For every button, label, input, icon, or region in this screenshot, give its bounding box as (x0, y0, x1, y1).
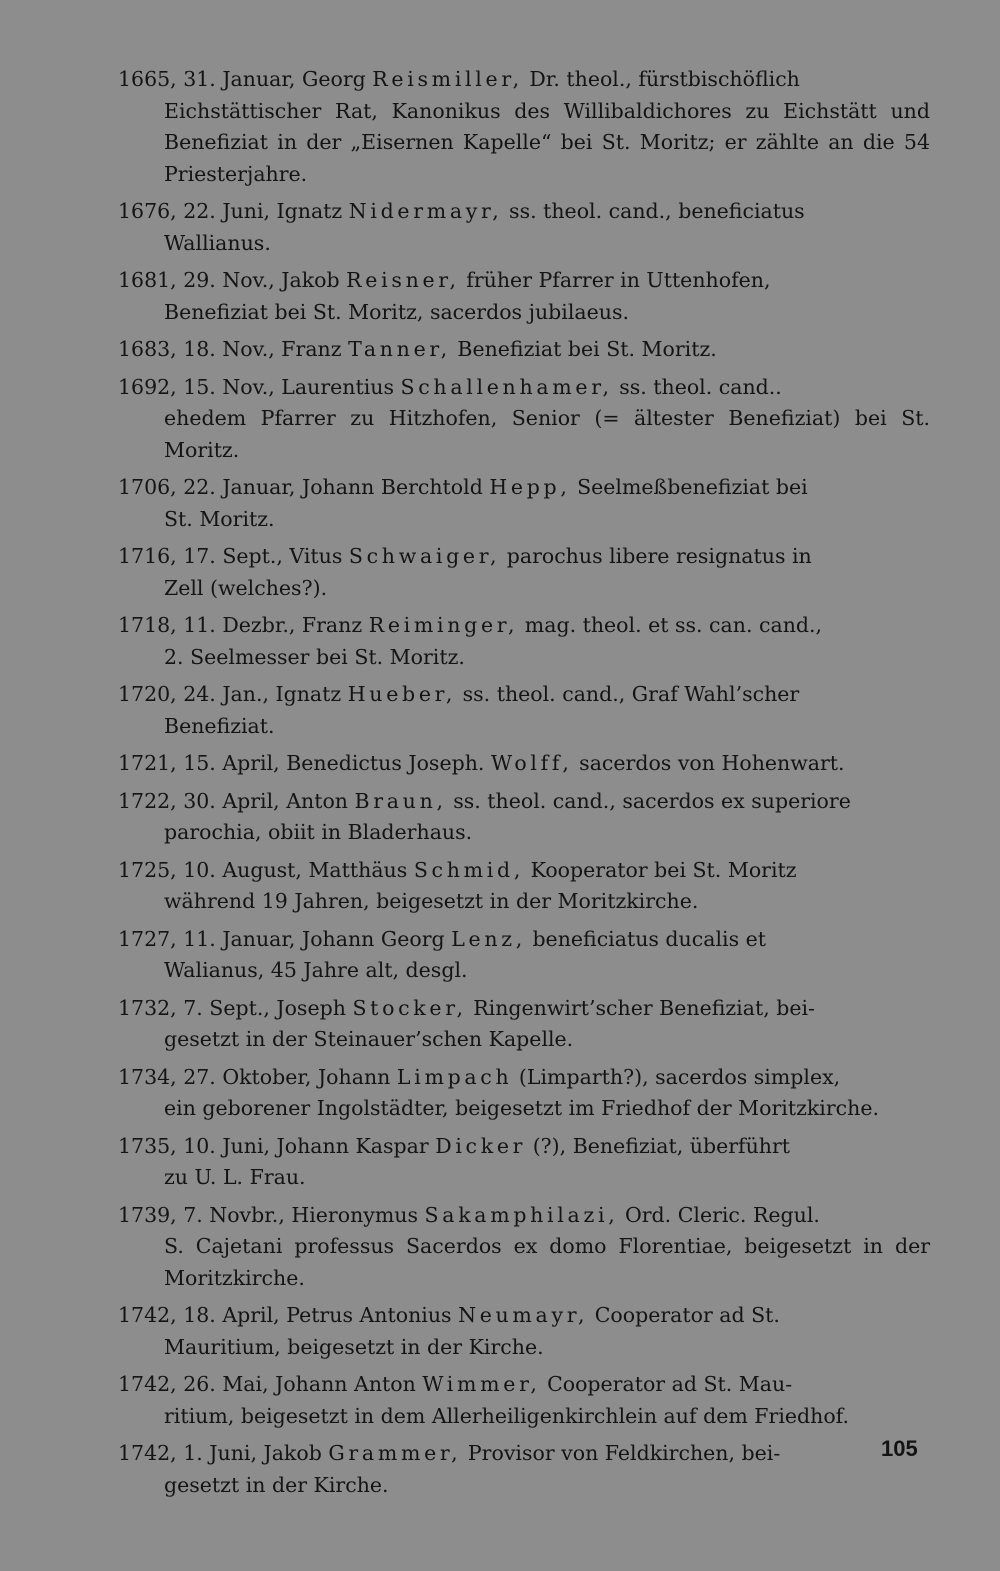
register-entry (118, 265, 930, 328)
entry-date-and-given-name: 1742, 18. April, Petrus Antonius (118, 1303, 452, 1327)
entry-description-first-line: Cooperator ad St. (594, 1303, 780, 1327)
entry-surname: Reisner, (346, 268, 460, 292)
entry-description-first-line: Cooperator ad St. Mau- (547, 1372, 793, 1396)
entry-description-continuation: gesetzt in der Kirche. (164, 1472, 389, 1497)
register-entry (118, 1062, 930, 1125)
entry-description-continuation: ein geborener Ingolstädter, beigesetzt im Friedhof der Moritzkirche. (164, 1096, 879, 1120)
register-entry (118, 786, 930, 849)
register-entry (118, 748, 930, 780)
entry-surname: Schmid, (413, 857, 525, 882)
entry-date-and-given-name: 1727, 11. Januar, Johann Georg (118, 926, 445, 951)
register-entry (118, 196, 930, 259)
entry-description-first-line: sacerdos von Hohenwart. (579, 751, 845, 775)
entry-description-first-line: mag. theol. et ss. can. cand., (524, 613, 823, 637)
entry-surname: Hepp, (489, 475, 571, 499)
entry-date-and-given-name: 1665, 31. Januar, Georg (118, 67, 366, 91)
entry-description-continuation: Zell (welches?). (164, 575, 328, 600)
entry-surname: Neumayr, (458, 1303, 589, 1327)
entry-description-continuation: 2. Seelmesser bei St. Moritz. (164, 644, 465, 669)
entry-surname: Hueber, (347, 682, 457, 706)
register-entry (118, 1438, 930, 1501)
entry-description-first-line: Dr. theol., fürstbischöflich (529, 67, 800, 91)
entry-surname: Grammer, (328, 1441, 462, 1465)
entry-description-continuation: Mauritium, beigesetzt in der Kirche. (164, 1334, 544, 1359)
register-entry (118, 924, 930, 987)
entry-description-continuation: S. Cajetani professus Sacerdos ex domo Florentiae, beigesetzt in der Moritzkirche. (164, 1234, 930, 1290)
entry-surname: Wolff, (490, 751, 573, 775)
entry-description-first-line: Kooperator bei St. Moritz (530, 857, 797, 882)
entry-description-continuation: gesetzt in der Steinauer’schen Kapelle. (164, 1027, 574, 1051)
register-entry (118, 993, 930, 1056)
entry-description-continuation: Walianus, 45 Jahre alt, desgl. (164, 958, 468, 982)
entry-date-and-given-name: 1732, 7. Sept., Joseph (118, 995, 346, 1020)
entry-surname: Schallenhamer, (400, 374, 613, 399)
entry-surname: Reiminger, (368, 613, 519, 637)
register-entry (118, 64, 930, 190)
entry-description-continuation: Wallianus. (164, 230, 271, 255)
entry-description-continuation: St. Moritz. (164, 506, 275, 531)
entry-surname: Reismiller, (372, 67, 523, 91)
entry-surname: Lenz, (451, 926, 526, 951)
entry-description-first-line: beneficiatus ducalis et (532, 926, 766, 951)
entry-description-first-line: parochus libere resignatus in (506, 544, 812, 568)
entry-date-and-given-name: 1725, 10. August, Matthäus (118, 857, 408, 882)
page-number: 105 (881, 1436, 918, 1461)
entry-surname: Braun, (354, 788, 447, 813)
entry-description-continuation: parochia, obiit in Bladerhaus. (164, 820, 473, 844)
entry-date-and-given-name: 1722, 30. April, Anton (118, 788, 348, 813)
entry-description-first-line: ss. theol. cand.. (619, 374, 782, 399)
entry-description-first-line: Benefiziat bei St. Moritz. (457, 337, 717, 361)
entry-description-continuation: während 19 Jahren, beigesetzt in der Moritzkirche. (164, 889, 699, 913)
register-entry (118, 1131, 930, 1194)
entry-date-and-given-name: 1718, 11. Dezbr., Franz (118, 613, 363, 637)
entry-date-and-given-name: 1716, 17. Sept., Vitus (118, 544, 343, 568)
entry-date-and-given-name: 1681, 29. Nov., Jakob (118, 268, 340, 292)
register-entry (118, 472, 930, 535)
entry-description-first-line: (Limparth?), sacerdos simplex, (518, 1064, 841, 1089)
entry-date-and-given-name: 1683, 18. Nov., Franz (118, 337, 342, 361)
entry-date-and-given-name: 1676, 22. Juni, Ignatz (118, 199, 343, 223)
register-entry (118, 541, 930, 604)
entry-description-first-line: Ord. Cleric. Regul. (624, 1202, 820, 1227)
entry-date-and-given-name: 1721, 15. April, Benedictus Joseph. (118, 751, 485, 775)
entry-surname: Sakamphilazi, (424, 1202, 619, 1227)
entry-date-and-given-name: 1692, 15. Nov., Laurentius (118, 374, 394, 399)
entry-date-and-given-name: 1735, 10. Juni, Johann Kaspar (118, 1133, 429, 1158)
entry-description-continuation: ritium, beigesetzt in dem Allerheiligenkirchlein auf dem Friedhof. (164, 1403, 850, 1428)
entry-description-first-line: Provisor von Feldkirchen, bei- (467, 1441, 781, 1465)
entry-surname: Dicker (435, 1133, 527, 1158)
entry-date-and-given-name: 1742, 1. Juni, Jakob (118, 1441, 322, 1465)
entry-surname: Tanner, (348, 337, 451, 361)
entry-surname: Wimmer, (422, 1372, 541, 1396)
register-entry (118, 1369, 930, 1432)
entry-date-and-given-name: 1742, 26. Mai, Johann Anton (118, 1372, 416, 1396)
entry-description-first-line: ss. theol. cand., beneficiatus (509, 199, 805, 223)
register-entry (118, 855, 930, 918)
entry-description-continuation: Eichstättischer Rat, Kanonikus des Willibaldichores zu Eichstätt und Benefiziat in der „Eisernen Kapelle“ bei St. Moritz; er zählte an die 54 Priesterjahre. (164, 98, 930, 186)
entry-surname: Stocker, (352, 995, 467, 1020)
register-entry (118, 334, 930, 366)
entry-date-and-given-name: 1706, 22. Januar, Johann Berchtold (118, 475, 483, 499)
entry-description-continuation: zu U. L. Frau. (164, 1165, 306, 1189)
entry-description-first-line: ss. theol. cand., Graf Wahl’scher (462, 682, 800, 706)
register-entry (118, 1200, 930, 1295)
entry-date-and-given-name: 1734, 27. Oktober, Johann (118, 1064, 391, 1089)
entry-date-and-given-name: 1720, 24. Jan., Ignatz (118, 682, 342, 706)
register-entry (118, 679, 930, 742)
entry-description-first-line: Ringenwirt’scher Benefiziat, bei- (473, 995, 815, 1020)
register-entry (118, 372, 930, 467)
entry-description-continuation: Benefiziat. (164, 713, 275, 738)
entry-description-continuation: Benefiziat bei St. Moritz, sacerdos jubilaeus. (164, 299, 629, 324)
entry-description-first-line: (?), Benefiziat, überführt (532, 1133, 791, 1158)
entry-date-and-given-name: 1739, 7. Novbr., Hieronymus (118, 1202, 419, 1227)
entry-description-first-line: ss. theol. cand., sacerdos ex superiore (453, 788, 851, 813)
entry-description-first-line: Seelmeßbenefiziat bei (577, 475, 808, 499)
entry-list (118, 64, 930, 1507)
entry-description-first-line: früher Pfarrer in Uttenhofen, (466, 268, 771, 292)
register-entry (118, 1300, 930, 1363)
entry-surname: Nidermayr, (348, 199, 503, 223)
entry-description-continuation: ehedem Pfarrer zu Hitzhofen, Senior (= ältester Benefiziat) bei St. Moritz. (164, 406, 930, 462)
register-entry (118, 610, 930, 673)
entry-surname: Limpach (396, 1064, 513, 1089)
entry-surname: Schwaiger, (348, 544, 501, 568)
